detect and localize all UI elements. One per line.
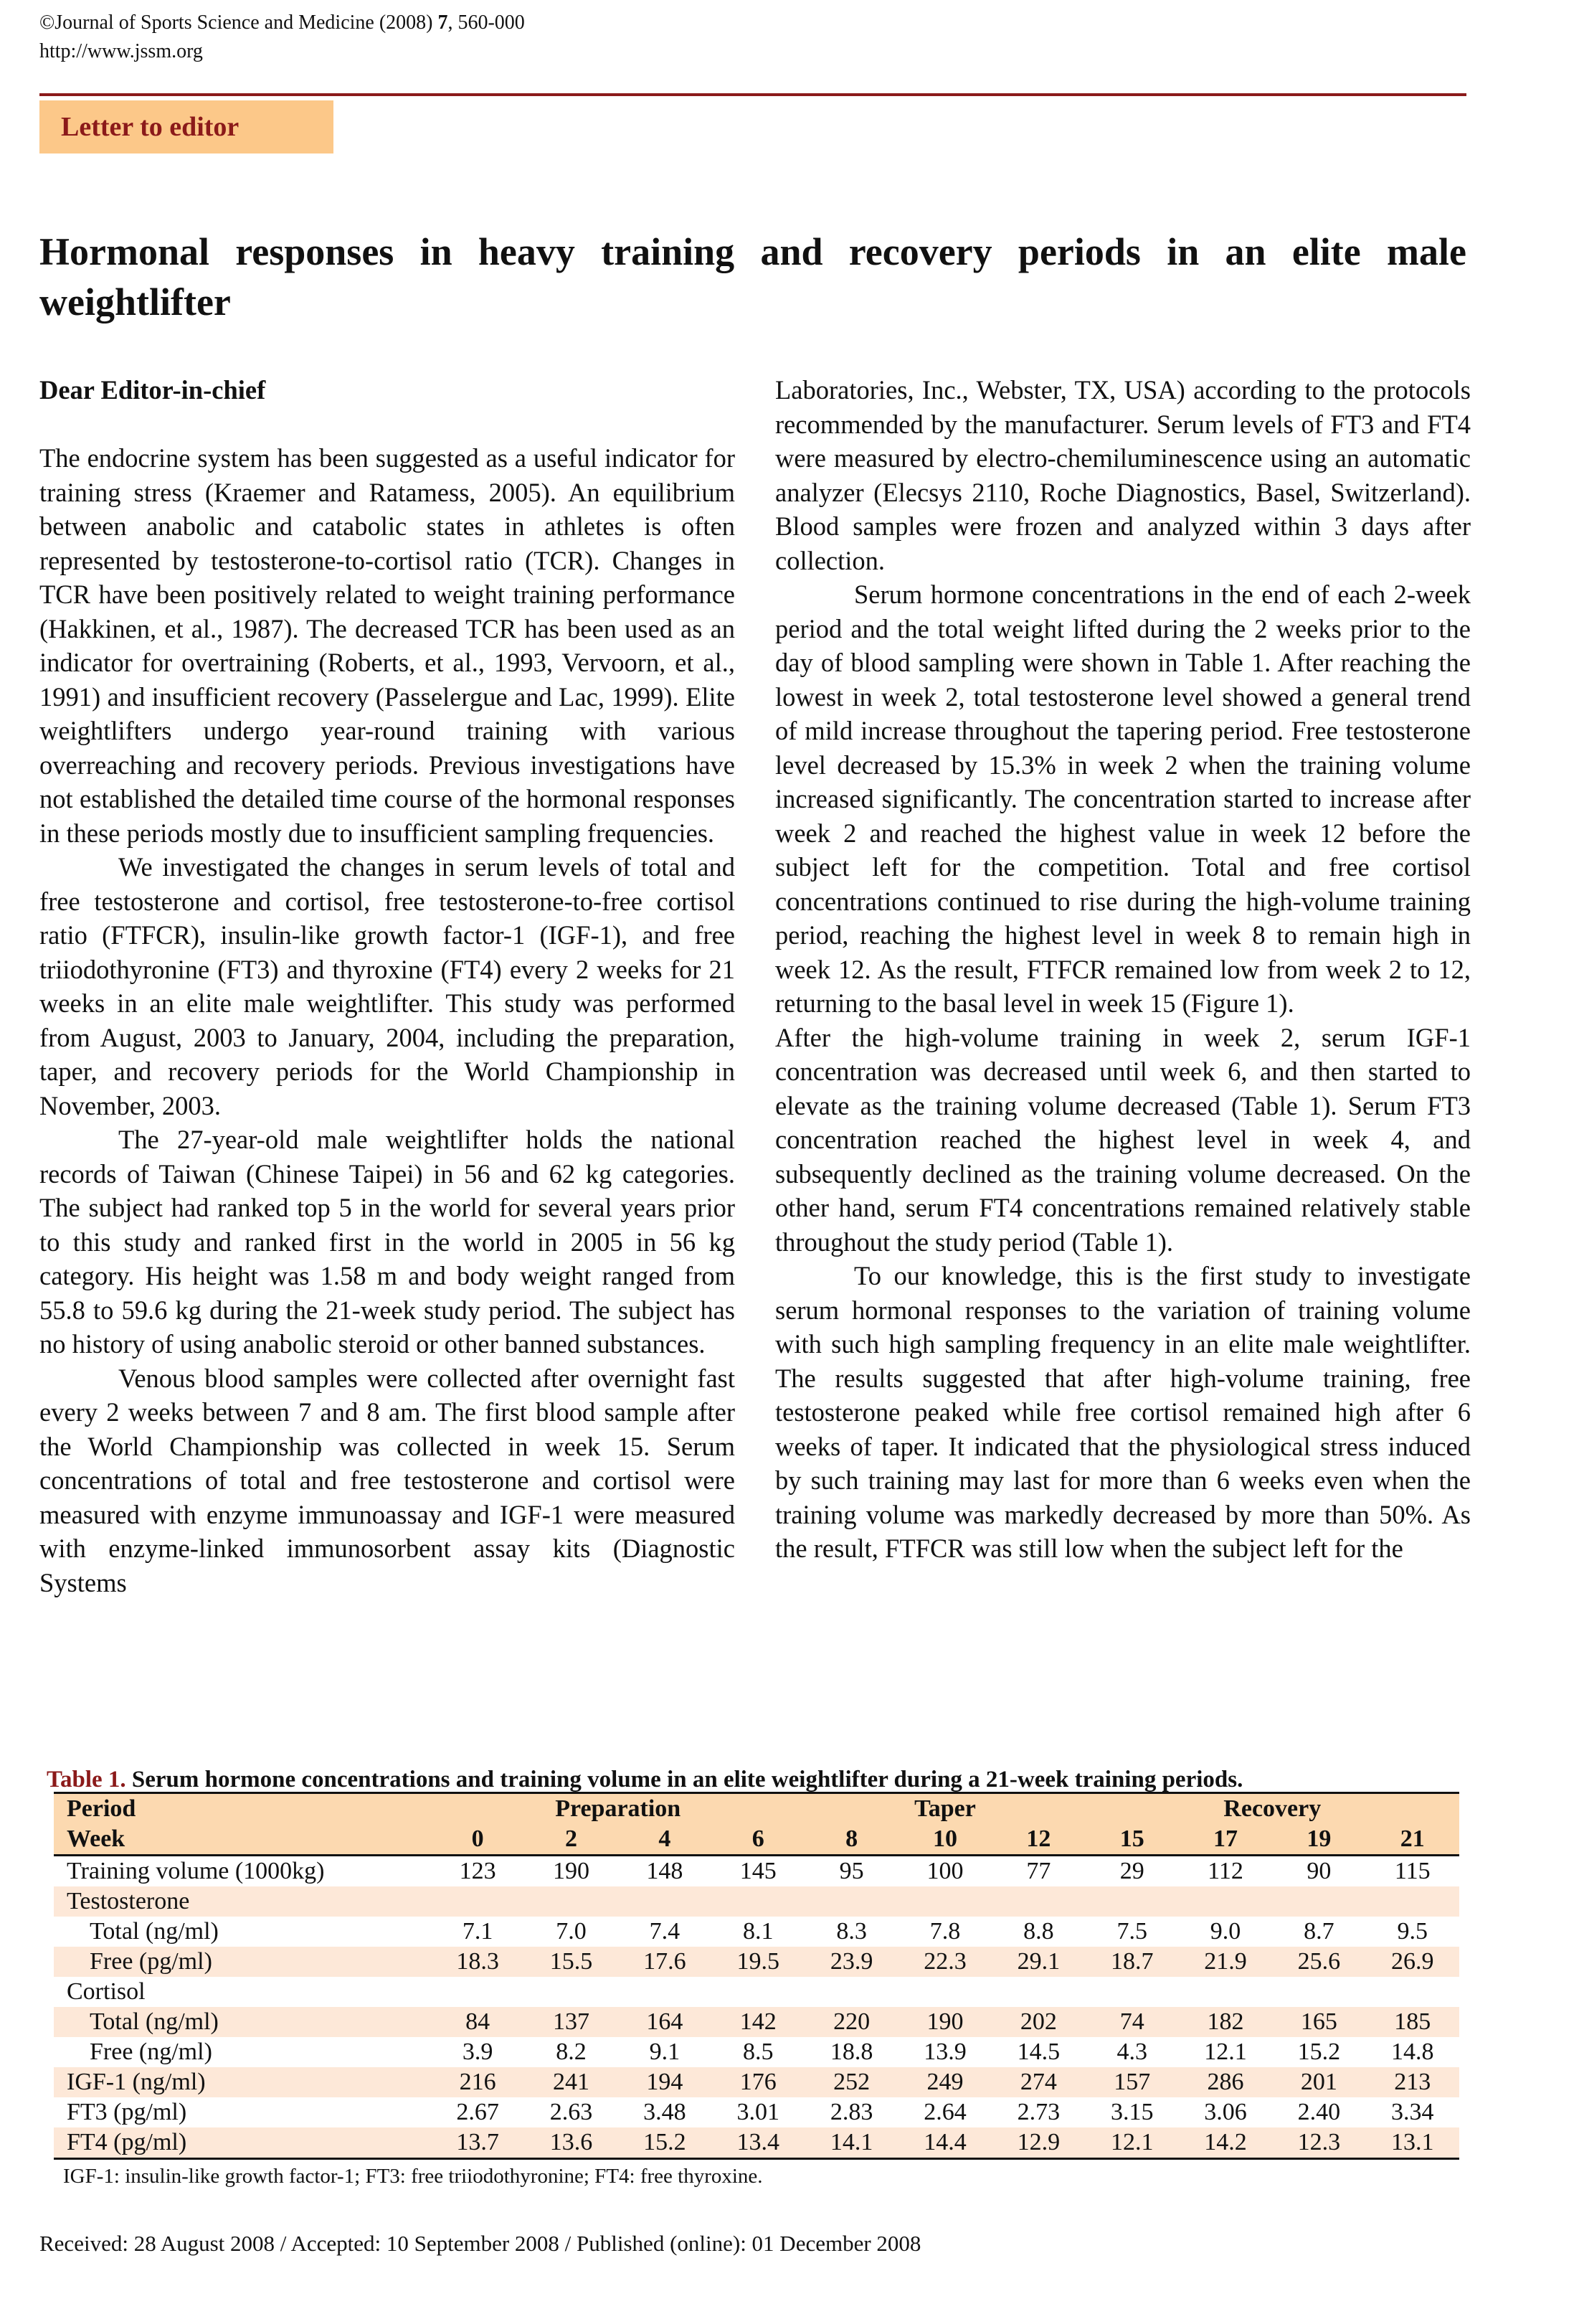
table-cell: 15.2 bbox=[1297, 2039, 1341, 2065]
table-cell: 9.5 bbox=[1397, 1918, 1428, 1945]
table-cell bbox=[805, 1977, 898, 2007]
article-title: Hormonal responses in heavy training and recovery periods in an elite male weightlifter bbox=[39, 230, 1466, 323]
table-cell bbox=[1366, 1977, 1459, 2007]
table-cell: 3.48 bbox=[643, 2099, 686, 2125]
table-row bbox=[54, 1977, 1459, 2007]
table-cell: 274 bbox=[1020, 2069, 1057, 2095]
table-cell: 12.9 bbox=[992, 2127, 1085, 2159]
table-cell: 26.9 bbox=[1391, 1948, 1434, 1975]
table-cell: 249 bbox=[926, 2069, 964, 2095]
table-period-row bbox=[54, 1793, 1459, 1825]
paragraph: Laboratories, Inc., Webster, TX, USA) according to the protocols recommended by the manufacturer. Serum levels of FT3 and FT4 were measured by electro-chemiluminescence using an automatic analyzer (Elecsys 2110, Roche Diagnostics, Basel, Switzerland). Blood samples were frozen and analyzed within 3 days after collection. bbox=[775, 375, 1471, 575]
table-cell: 2.83 bbox=[830, 2099, 873, 2125]
table-cell: 165 bbox=[1300, 2008, 1337, 2035]
table-cell bbox=[805, 1886, 898, 1917]
table-cell: 90 bbox=[1307, 1858, 1332, 1884]
table-cell: 145 bbox=[739, 1858, 777, 1884]
table-cell: 100 bbox=[926, 1858, 964, 1884]
row-label: FT4 (pg/ml) bbox=[54, 2127, 431, 2159]
hormone-table bbox=[54, 1792, 1459, 2160]
table-cell: 13.9 bbox=[924, 2039, 967, 2065]
table-row bbox=[54, 2067, 1459, 2097]
table-cell: 176 bbox=[739, 2069, 777, 2095]
table-number: Table 1. bbox=[47, 1767, 126, 1792]
salutation: Dear Editor-in-chief bbox=[39, 375, 266, 405]
table-cell: 123 bbox=[459, 1858, 496, 1884]
table-body bbox=[54, 1793, 1459, 2159]
table-cell: 190 bbox=[553, 1858, 590, 1884]
table-cell: 7.1 bbox=[462, 1918, 493, 1945]
table-cell: 22.3 bbox=[924, 1948, 967, 1975]
table-cell: 13.4 bbox=[711, 2127, 805, 2159]
table-cell bbox=[431, 1886, 524, 1917]
week-cell: 21 bbox=[1366, 1824, 1459, 1856]
table-cell bbox=[898, 1886, 992, 1917]
row-label: FT3 (pg/ml) bbox=[67, 2099, 187, 2125]
table-row bbox=[54, 1917, 1459, 1947]
table-cell bbox=[1179, 1886, 1272, 1917]
week-cell: 10 bbox=[898, 1824, 992, 1856]
table-cell: 25.6 bbox=[1297, 1948, 1341, 1975]
table-cell: 18.3 bbox=[456, 1948, 499, 1975]
week-cell: 19 bbox=[1272, 1824, 1365, 1856]
paragraph: Venous blood samples were collected after overnight fast every 2 weeks between 7 and 8 am. The first blood sample after the World Championship was collected in week 15. Serum concentrations of total and free testosterone and cortisol were measured with enzyme immunoassay and IGF-1 were measured with enzyme-linked immunosorbent assay kits (Diagnostic Systems bbox=[39, 1363, 735, 1597]
table-cell: 29.1 bbox=[1017, 1948, 1061, 1975]
table-cell: 7.4 bbox=[649, 1918, 681, 1945]
table-cell bbox=[1086, 1886, 1179, 1917]
table-cell: 164 bbox=[646, 2008, 683, 2035]
table-cell: 19.5 bbox=[736, 1948, 779, 1975]
table-cell: 201 bbox=[1300, 2069, 1337, 2095]
table-cell: 13.7 bbox=[431, 2127, 524, 2159]
journal-citation: ©Journal of Sports Science and Medicine (2008) 7, 560-000 bbox=[39, 11, 525, 34]
row-label: Free (pg/ml) bbox=[90, 1948, 212, 1975]
week-cell: 4 bbox=[618, 1824, 711, 1856]
table-cell bbox=[1179, 1977, 1272, 2007]
table-row bbox=[54, 2097, 1459, 2127]
table-cell bbox=[898, 1977, 992, 2007]
table-cell: 17.6 bbox=[643, 1948, 686, 1975]
table-cell: 216 bbox=[459, 2069, 496, 2095]
period-label: Period bbox=[54, 1793, 431, 1825]
table-row bbox=[54, 2007, 1459, 2037]
table-cell: 3.34 bbox=[1391, 2099, 1434, 2125]
paragraph: We investigated the changes in serum levels of total and free testosterone and cortisol, free testosterone-to-free cortisol ratio (FTFCR), insulin-like growth factor-1 (IGF-1), and free triiodothyronine (FT3) and thyroxine (FT4) every 2 weeks for 21 weeks in an elite male weightlifter. This study was performed from August, 2003 to January, 2004, including the preparation, taper, and recovery periods for the World Championship in November, 2003. bbox=[39, 852, 735, 1120]
table-cell: 23.9 bbox=[830, 1948, 873, 1975]
week-cell: 12 bbox=[992, 1824, 1085, 1856]
table-footnote: IGF-1: insulin-like growth factor-1; FT3: free triiodothyronine; FT4: free thyroxine. bbox=[63, 2165, 763, 2188]
table-cell: 2.73 bbox=[1017, 2099, 1061, 2125]
table-cell: 194 bbox=[646, 2069, 683, 2095]
table-cell: 9.1 bbox=[649, 2039, 681, 2065]
table-cell: 213 bbox=[1394, 2069, 1431, 2095]
table-cell: 202 bbox=[1020, 2008, 1057, 2035]
table-cell bbox=[1366, 1886, 1459, 1917]
left-column bbox=[39, 373, 735, 1600]
table-cell: 12.3 bbox=[1272, 2127, 1365, 2159]
table-cell: 2.63 bbox=[549, 2099, 593, 2125]
table-cell bbox=[618, 1977, 711, 2007]
table-cell: 2.67 bbox=[456, 2099, 499, 2125]
table-cell: 148 bbox=[646, 1858, 683, 1884]
table-cell: 185 bbox=[1394, 2008, 1431, 2035]
section-label: Letter to editor bbox=[39, 100, 333, 153]
table-cell bbox=[1272, 1977, 1365, 2007]
paragraph: Serum hormone concentrations in the end of each 2-week period and the total weight lifted during the 2 weeks prior to the day of blood sampling were shown in Table 1. After reaching the lowest in week 2, total testosterone level showed a general trend of mild increase throughout the tapering period. Free testosterone level decreased by 15.3% in week 2 when the training volume increased significantly. The concentration started to increase after week 2 and reached the highest value in week 12 before the subject left for the competition. Total and free cortisol concentrations continued to rise during the high-volume training period, reaching the highest level in week 8 to remain high in week 12. As the result, FTFCR remained low from week 2 to 12, returning to the basal level in week 15 (Figure 1). bbox=[775, 580, 1471, 1018]
table-cell: 14.5 bbox=[1017, 2039, 1061, 2065]
table-cell: 77 bbox=[1026, 1858, 1051, 1884]
table-cell: 12.1 bbox=[1086, 2127, 1179, 2159]
paragraph: To our knowledge, this is the first study to investigate serum hormonal responses to the variation of training volume with such high sampling frequency in an elite male weightlifter. The results suggested that after high-volume training, free testosterone peaked while free cortisol remained high after 6 weeks of taper. It indicated that the physiological stress induced by such training may last for more than 6 weeks even when the training volume was markedly decreased by more than 50%. As the result, FTFCR was still low when the subject left for the bbox=[775, 1261, 1471, 1563]
table-cell: 74 bbox=[1119, 2008, 1144, 2035]
table-cell: 21.9 bbox=[1204, 1948, 1247, 1975]
journal-url[interactable]: http://www.jssm.org bbox=[39, 40, 203, 62]
table-cell: 142 bbox=[739, 2008, 777, 2035]
row-label: Total (ng/ml) bbox=[90, 2008, 219, 2035]
table-cell: 13.1 bbox=[1366, 2127, 1459, 2159]
table-cell: 14.1 bbox=[805, 2127, 898, 2159]
period-preparation: Preparation bbox=[431, 1793, 805, 1825]
week-label: Week bbox=[54, 1824, 431, 1856]
table-row bbox=[54, 1947, 1459, 1977]
table-cell: 8.5 bbox=[743, 2039, 774, 2065]
table-week-row bbox=[54, 1824, 1459, 1856]
table-cell: 3.06 bbox=[1204, 2099, 1247, 2125]
period-taper: Taper bbox=[805, 1793, 1085, 1825]
table-cell bbox=[992, 1977, 1085, 2007]
table-cell: 8.7 bbox=[1304, 1918, 1334, 1945]
table-cell: 14.8 bbox=[1391, 2039, 1434, 2065]
table-row bbox=[54, 2127, 1459, 2159]
row-label: Free (ng/ml) bbox=[90, 2039, 212, 2065]
table-cell: 3.15 bbox=[1110, 2099, 1154, 2125]
table-cell: 15.2 bbox=[618, 2127, 711, 2159]
table-cell: 157 bbox=[1114, 2069, 1151, 2095]
table-cell: 2.40 bbox=[1297, 2099, 1341, 2125]
week-cell: 2 bbox=[524, 1824, 617, 1856]
table-cell: 13.6 bbox=[524, 2127, 617, 2159]
table-cell bbox=[1272, 1886, 1365, 1917]
table-cell: 12.1 bbox=[1204, 2039, 1247, 2065]
table-cell: 15.5 bbox=[549, 1948, 593, 1975]
table-cell: 252 bbox=[833, 2069, 871, 2095]
table-cell: 14.4 bbox=[898, 2127, 992, 2159]
table-cell: 14.2 bbox=[1179, 2127, 1272, 2159]
row-label: Testosterone bbox=[67, 1888, 190, 1914]
table-cell bbox=[711, 1886, 805, 1917]
table-cell bbox=[1086, 1977, 1179, 2007]
right-column bbox=[775, 373, 1471, 1566]
table-cell: 8.3 bbox=[836, 1918, 867, 1945]
table-cell: 18.8 bbox=[830, 2039, 873, 2065]
table-cell: 182 bbox=[1207, 2008, 1244, 2035]
table-cell: 95 bbox=[839, 1858, 864, 1884]
table-cell: 115 bbox=[1394, 1858, 1431, 1884]
table-cell bbox=[711, 1977, 805, 2007]
paragraph: After the high-volume training in week 2, serum IGF-1 concentration was decreased until week 6, and then started to elevate as the training volume decreased (Table 1). Serum FT3 concentration reached the highest level in week 4, and subsequently declined as the training volume decreased. On the other hand, serum FT4 concentrations remained relatively stable throughout the study period (Table 1). bbox=[775, 1022, 1471, 1257]
period-recovery: Recovery bbox=[1086, 1793, 1459, 1825]
table-row bbox=[54, 1886, 1459, 1917]
table-cell: 2.64 bbox=[924, 2099, 967, 2125]
table-caption bbox=[47, 1765, 1466, 1795]
row-label: Training volume (1000kg) bbox=[67, 1858, 325, 1884]
table-cell: 9.0 bbox=[1210, 1918, 1241, 1945]
table-cell: 8.1 bbox=[743, 1918, 774, 1945]
table-cell: 29 bbox=[1119, 1858, 1144, 1884]
paragraph: The endocrine system has been suggested as a useful indicator for training stress (Kraemer and Ratamess, 2005). An equilibrium between anabolic and catabolic states in athletes is often represented by testosterone-to-cortisol ratio (TCR). Changes in TCR have been positively related to weight training performance (Hakkinen, et al., 1987). The decreased TCR has been used as an indicator for overtraining (Roberts, et al., 1993, Vervoorn, et al., 1991) and insufficient recovery (Passelergue and Lac, 1999). Elite weightlifters undergo year-round training with various overreaching and recovery periods. Previous investigations have not established the detailed time course of the hormonal responses in these periods mostly due to insufficient sampling frequencies. bbox=[39, 443, 735, 848]
table-cell: 7.5 bbox=[1116, 1918, 1147, 1945]
table-cell bbox=[992, 1886, 1085, 1917]
week-cell: 0 bbox=[431, 1824, 524, 1856]
table-cell: 220 bbox=[833, 2008, 871, 2035]
table-cell: 190 bbox=[926, 2008, 964, 2035]
table-row bbox=[54, 2037, 1459, 2067]
paragraph: The 27-year-old male weightlifter holds the national records of Taiwan (Chinese Taipei) in 56 and 62 kg categories. The subject had ranked top 5 in the world for several years prior to this study and ranked first in the world in 2005 in 56 kg category. His height was 1.58 m and body weight ranged from 55.8 to 59.6 kg during the 21-week study period. The subject has no history of using anabolic steroid or other banned substances. bbox=[39, 1125, 735, 1359]
table-cell: 84 bbox=[465, 2008, 490, 2035]
table-cell bbox=[618, 1886, 711, 1917]
row-label: Total (ng/ml) bbox=[90, 1918, 219, 1945]
row-label: IGF-1 (ng/ml) bbox=[67, 2069, 206, 2095]
week-cell: 15 bbox=[1086, 1824, 1179, 1856]
header-rule bbox=[39, 93, 1466, 96]
table-cell: 18.7 bbox=[1110, 1948, 1154, 1975]
received-dates: Received: 28 August 2008 / Accepted: 10 September 2008 / Published (online): 01 December 2008 bbox=[39, 2231, 921, 2256]
table-cell: 3.9 bbox=[462, 2039, 493, 2065]
table-cell: 8.2 bbox=[556, 2039, 587, 2065]
week-cell: 17 bbox=[1179, 1824, 1272, 1856]
journal-header bbox=[39, 9, 525, 66]
week-cell: 8 bbox=[805, 1824, 898, 1856]
table-cell: 3.01 bbox=[736, 2099, 779, 2125]
table-cell bbox=[524, 1886, 617, 1917]
table-cell: 241 bbox=[553, 2069, 590, 2095]
table-cell bbox=[524, 1977, 617, 2007]
row-label: Cortisol bbox=[67, 1978, 146, 2005]
table-row bbox=[54, 1856, 1459, 1887]
table-caption-text: Serum hormone concentrations and training volume in an elite weightlifter during a 21-week training periods. bbox=[125, 1767, 1243, 1792]
table-cell: 137 bbox=[553, 2008, 590, 2035]
week-cell: 6 bbox=[711, 1824, 805, 1856]
table-cell: 8.8 bbox=[1023, 1918, 1054, 1945]
table-cell: 112 bbox=[1208, 1858, 1243, 1884]
table-cell: 7.8 bbox=[929, 1918, 961, 1945]
table-cell: 7.0 bbox=[556, 1918, 587, 1945]
table-cell bbox=[431, 1977, 524, 2007]
table-cell: 4.3 bbox=[1116, 2039, 1147, 2065]
table-cell: 286 bbox=[1207, 2069, 1244, 2095]
